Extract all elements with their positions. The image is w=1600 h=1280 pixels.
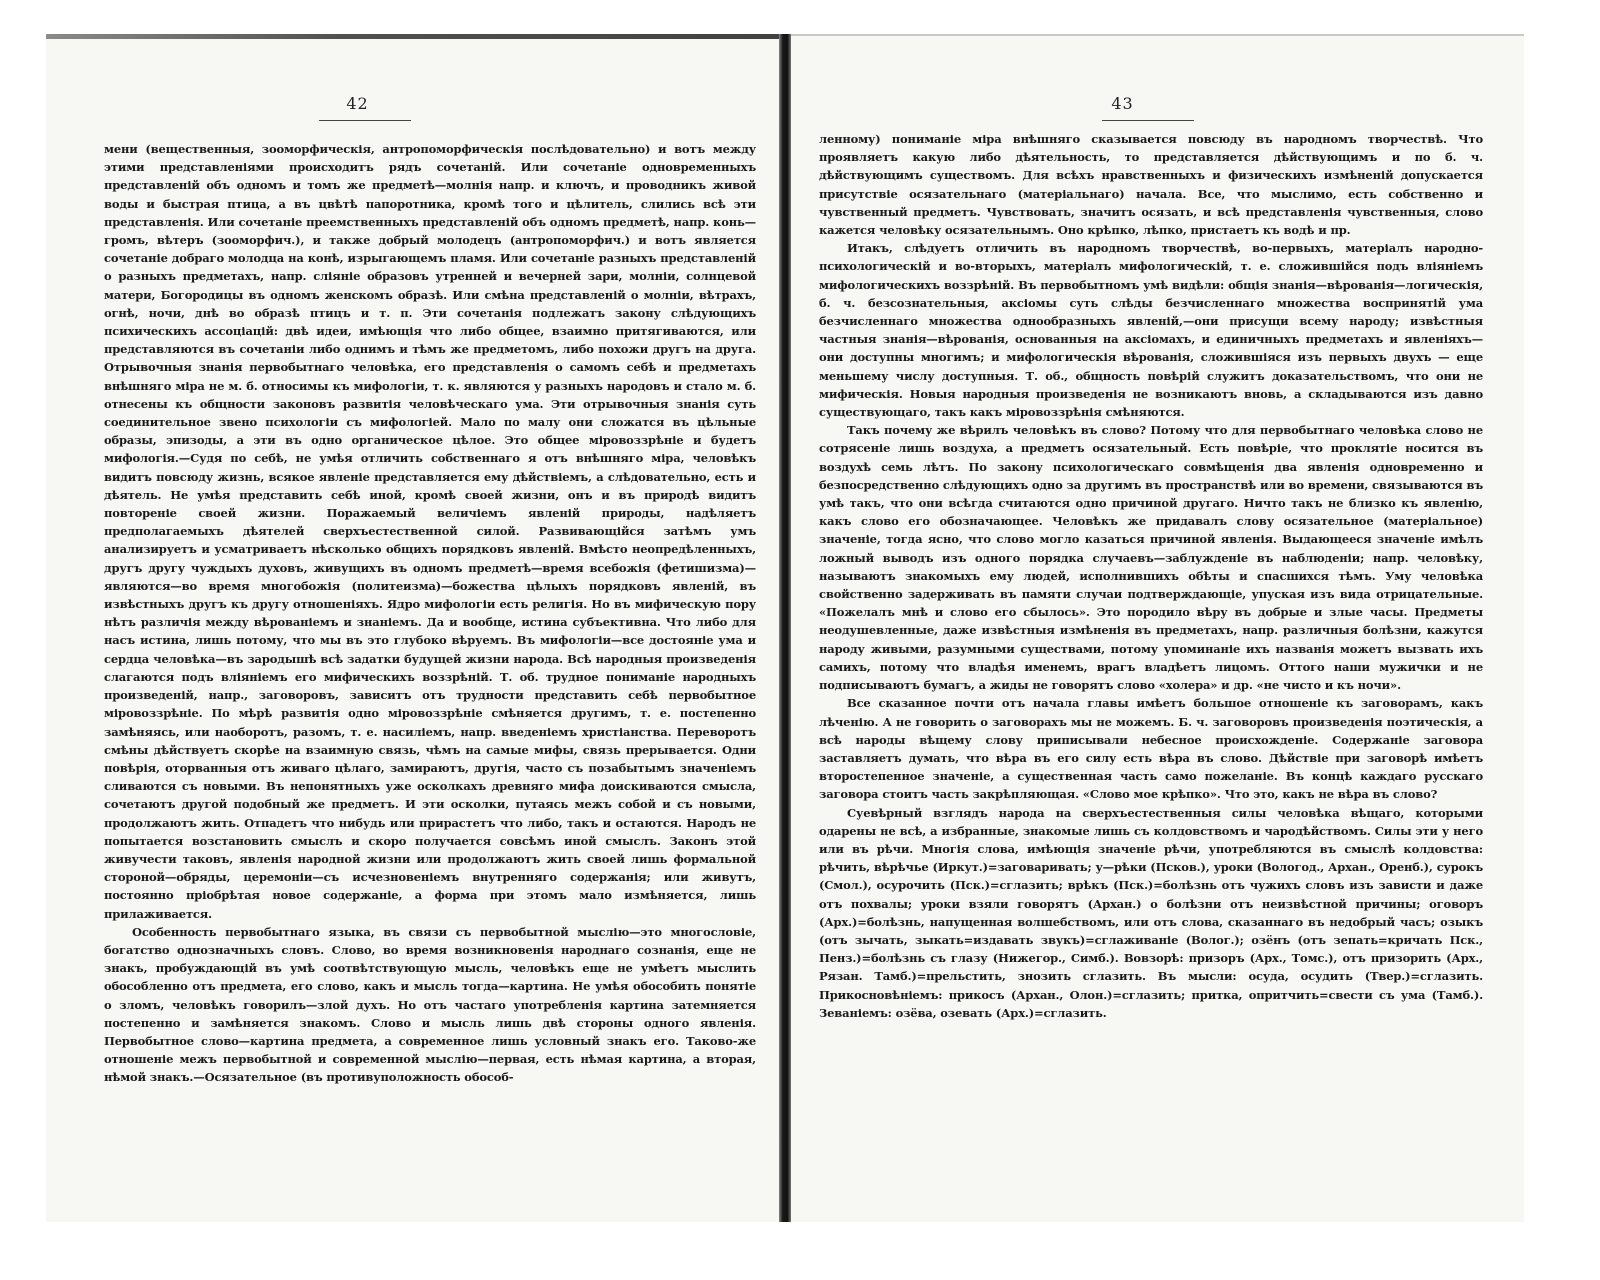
paragraph: Все сказанное почти отъ начала главы имѣетъ большое отношеніе къ заговорамъ, какъ лѣченію. А не говорить о заговорахъ мы не можемъ. Б. ч. заговоровъ произведенія поэтическія, а всѣ народы вѣщему слову приписывали небесное происхожденіе. Содержаніе заговора заставляетъ думать, что вѣра въ его силу есть вѣра въ слово. Дѣйствіе при заговорѣ имѣетъ второстепенное значеніе, а существенная часть само пожеланіе. Въ концѣ каждаго русскаго заговора стоитъ часть закрѣпляющая. «Слово мое крѣпко». Что это, какъ не вѣра въ слово? [819,696,1483,802]
book-scan [46,34,1524,1222]
header-rule [319,120,411,121]
page-text [819,130,1483,1022]
right-page [791,34,1524,1222]
page-number: 42 [346,94,369,113]
page-text [104,140,756,1087]
page-number: 43 [1111,94,1134,113]
paragraph: ленному) пониманіе міра внѣшняго сказывается повсюду въ народномъ творчествѣ. Что проявляетъ какую либо дѣятельность, то представляется дѣйствующимъ и по б. ч. дѣйствующимъ существомъ. Для всѣхъ нравственныхъ и физическихъ измѣненій допускается присутствіе осязательнаго (матеріальнаго) начала. Все, что мыслимо, есть собственно и чувственный предметъ. Чувствовать, значитъ осязать, и всѣ представленія чувственныя, слово кажется человѣку осязательнымъ. Оно крѣпко, лѣпко, пристаетъ къ водѣ и пр. [819,132,1483,238]
paragraph: Итакъ, слѣдуетъ отличить въ народномъ творчествѣ, во-первыхъ, матеріалъ народно-психологическій и во-вторыхъ, матеріалъ мифологическій, т. е. сложившійся подъ вліяніемъ мифологическихъ воззрѣній. Въ первобытномъ умѣ видѣли: общія знанія—вѣрованія—логическія, б. ч. безсознательныя, аксіомы суть слѣды безчисленнаго множества воспринятій ума безчисленнаго множества однообразныхъ явленій,—они присущи всему народу; извѣстныя частныя знанія—вѣрованія, основанныя на аксіомахъ, и единичныхъ предметахъ и явленіяхъ—они доступны многимъ; и мифологическія вѣрованія, сложившіяся изъ первыхъ двухъ — еще меньшему числу доступныя. Т. об., общность повѣрій служитъ доказательствомъ, что они не мифическія. Новыя народныя произведенія не возникаютъ вновь, а складываются изъ давно существующаго, такъ какъ міровоззрѣнія смѣняются. [819,241,1483,420]
paragraph: Такъ почему же вѣрилъ человѣкъ въ слово? Потому что для первобытнаго человѣка слово не сотрясеніе лишь воздуха, а предметъ осязательный. Есть повѣріе, что проклятіе носится въ воздухѣ семь лѣтъ. По закону психологическаго совмѣщенія два явленія одновременно и безпосредственно слѣдующихъ одно за другимъ въ пространствѣ или во времени, связываются въ умѣ такъ, что они всѣгда считаются одно причиной другаго. Ничто такъ не близко къ явленію, какъ слово его обозначающее. Человѣкъ же придавалъ слову осязательное (матеріальное) значеніе, тогда ясно, что слово могло казаться причиной явленія. Выдающееся значеніе имѣлъ ложный выводъ изъ одного порядка случаевъ—заблужденіе въ наблюденіи; напр. человѣку, называютъ знакомыхъ ему людей, исполнившихъ обѣты и спасшихся тѣмъ. Уму человѣка свойственно задерживать въ памяти случаи подтверждающіе, упуская изъ вида отрицательные. «Пожелалъ мнѣ и слово его сбылось». Это породило вѣру въ добрые и злые часы. Предметы неодушевленные, даже извѣстныя измѣненія въ предметахъ, напр. различныя болѣзни, кажутся народу живыми, разумными существами, потому упоминаніе ихъ названія можетъ вызвать ихъ самихъ, потому что владѣя именемъ, врагъ владѣетъ лицомъ. Оттого наши мужички и не подписываютъ бумагъ, а жиды не говорятъ слово «холера» и др. «не чисто и къ ночи». [819,423,1483,693]
left-page [46,34,779,1222]
book-gutter [779,34,791,1222]
paragraph: Суевѣрный взглядъ народа на сверхъестественныя силы человѣка вѣщаго, которыми одарены не всѣ, а избранные, знакомые лишь съ колдовствомъ и чародѣйствомъ. Силы эти у него или въ рѣчи. Многія слова, имѣющія значеніе рѣчи, употребляются въ смыслѣ колдовства: рѣчить, вѣрѣчье (Иркут.)=заговаривать; у—рѣки (Псков.), уроки (Вологод., Архан., Оренб.), сурокъ (Смол.), осурочить (Пск.)=сглазить; врѣкъ (Пск.)=болѣзнь отъ чужихъ словъ изъ зависти и даже отъ похвалы; уроки взяли говорятъ (Архан.) о болѣзни отъ неизвѣстной причины; оговоръ (Арх.)=болѣзнь, напущенная волшебствомъ, или отъ слова, сказаннаго въ недобрый часъ; озыкъ (отъ зычать, зыкать=издавать звукъ)=сглаживаніе (Волог.); озёнъ (отъ зепать=кричать Пск., Пенз.)=болѣзнь съ глазу (Нижегор., Симб.). Вовзорѣ: призоръ (Арх., Томс.), отъ призорить (Арх., Рязан. Тамб.)=прельстить, знозить сглазить. Въ мысли: осуда, осудить (Твер.)=сглазить. Прикосновѣніемъ: прикосъ (Архан., Олон.)=сглазить; притка, опритчить=свести съ ума (Тамб.). Зеваніемъ: озёва, озевать (Арх.)=сглазить. [819,805,1483,1020]
paragraph: Особенность первобытнаго языка, въ связи съ первобытной мыслію—это многословіе, богатство однозначныхъ словъ. Слово, во время возникновенія народнаго сознанія, еще не знакъ, пробуждающій въ умѣ соотвѣтствующую мысль, человѣкъ еще не умѣетъ мыслить обособленно отъ предмета, его слово, какъ и мысль тогда—картина. Не умѣя обособить понятіе о зломъ, человѣкъ говорилъ—злой духъ. Но отъ частаго употребленія картина затемняется постепенно и замѣняется знакомъ. Слово и мысль лишь двѣ стороны одного явленія. Первобытное слово—картина предмета, а современное лишь условный знакъ его. Таково-же отношеніе межъ первобытной и современной мыслію—первая, есть нѣмая картина, а вторая, нѣмой знакъ.—Осязательное (въ противуположность обособ- [104,924,756,1085]
header-rule [1102,120,1194,121]
paragraph: мени (вещественныя, зооморфическія, антропоморфическія послѣдовательно) и вотъ между этими представленіями происходитъ рядъ сочетаній. Или сочетаніе одновременныхъ представленій объ одномъ и томъ же предметѣ—молнія напр. и ключъ, и проводникъ живой воды и быстрая птица, а въ цвѣтѣ папоротника, кромѣ того и цѣлитель, слились всѣ эти представленія. Или сочетаніе преемственныхъ представленій объ одномъ предметѣ, напр. конь—громъ, вѣтеръ (зооморфич.), и также добрый молодецъ (антропоморфич.) и вотъ является сочетаніе добраго молодца на конѣ, изрыгающемъ пламя. Или сочетаніе разныхъ представленій о разныхъ предметахъ, напр. сліяніе образовъ утренней и вечерней зари, молніи, солнцевой матери, Богородицы въ одномъ женскомъ образѣ. Или смѣна представленій о молніи, вѣтрахъ, огнѣ, ночи, днѣ во образѣ птицъ и т. п. Эти сочетанія подлежатъ закону слѣдующихъ психическихъ ассоціацій: двѣ идеи, имѣющія что либо общее, взаимно притягиваются, или представляются въ сочетаніи либо однимъ и тѣмъ же предметомъ, либо похожи другъ на друга. Отрывочныя знанія первобытнаго человѣка, его представленія о самомъ себѣ и предметахъ внѣшняго міра не м. б. относимы къ мифологіи, т. к. являются у разныхъ народовъ и стало м. б. отнесены къ общности законовъ развитія человѣческаго ума. Эти отрывочныя знанія суть соединительное звено психологіи съ мифологіей. Мало по малу они сложатся въ цѣльные образы, эпизоды, а эти въ одно органическое цѣлое. Это общее міровоззрѣніе и будетъ мифологія.—Судя по себѣ, не умѣя отличить собственнаго я отъ внѣшняго міра, человѣкъ видитъ повсюду жизнь, всякое явленіе представляется ему дѣйствіемъ, а слѣдовательно, есть и дѣятель. Не умѣя представить себѣ иной, кромѣ своей жизни, онъ и въ природѣ видитъ повтореніе своей жизни. Поражаемый величіемъ явленій природы, надѣляетъ предполагаемыхъ дѣятелей сверхъестественной силой. Развивающійся затѣмъ умъ анализируетъ и усматриваетъ нѣсколько общихъ порядковъ явленій. Вмѣсто неопредѣленныхъ, другъ другу чуждыхъ духовъ, живущихъ въ одномъ предметѣ—время всебожія (фетишизма)—являются—во время многобожія (политеизма)—божества цѣлыхъ порядковъ явленій, въ извѣстныхъ другъ къ другу отношеніяхъ. Ядро мифологіи есть религія. Но въ мифическую пору нѣтъ различія между вѣрованіемъ и знаніемъ. Да и вообще, истина субъективна. Что либо для насъ истина, лишь потому, что мы въ это глубоко вѣруемъ. Въ мифологіи—все достояніе ума и сердца человѣка—въ зародышѣ всѣ задатки будущей жизни народа. Всѣ народныя произведенія слагаются подъ вліяніемъ его мифическихъ воззрѣній. Т. об. трудное пониманіе народныхъ произведеній, напр., заговоровъ, зависитъ отъ трудности представить себѣ первобытное міровоззрѣніе. По мѣрѣ развитія одно міровоззрѣніе смѣняется другимъ, т. е. постепенно замѣняясь, или наоборотъ, разомъ, т. е. насиліемъ, напр. введеніемъ христіанства. Переворотъ смѣны дѣйствуетъ скорѣе на взаимную связь, чѣмъ на самые мифы, связь прерывается. Одни повѣрія, оторванныя отъ живаго цѣлаго, замираютъ, другія, часто съ позабытымъ значеніемъ сливаются съ новыми. Въ непонятныхъ уже осколкахъ древняго мифа доискиваются смысла, сочетаютъ другой подобный же предметъ. И эти осколки, путаясь межъ собой и съ новыми, продолжаютъ жить. Отпадетъ что нибудь или прирастетъ что либо, такъ и остаются. Народъ не попытается возстановить смыслъ и скоро получается совсѣмъ иной смыслъ. Законъ этой живучести таковъ, явленія народной жизни или продолжаютъ жить своей лишь формальной стороной—обряды, церемоніи—съ исчезновеніемъ внутренняго содержанія; или живутъ, постоянно пріобрѣтая новое содержаніе, а форма при этомъ мало измѣняется, лишь прилаживается. [104,142,756,921]
